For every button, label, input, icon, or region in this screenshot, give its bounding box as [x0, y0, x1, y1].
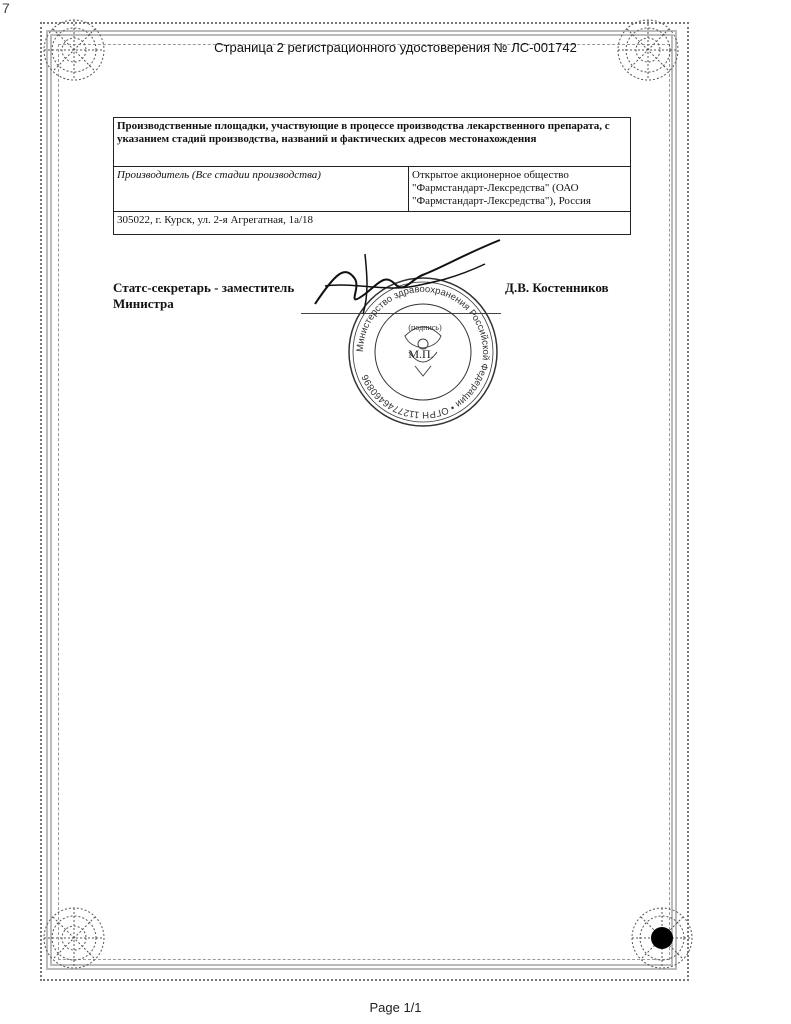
seal-center-text: М.П.	[408, 347, 434, 361]
table-row	[114, 167, 631, 212]
manufacturer-role: Производитель (Все стадии производства)	[114, 167, 409, 212]
corner-rosette-icon	[38, 902, 110, 974]
manufacturer-name: Открытое акционерное общество "Фармстандарт-Лексредства" (ОАО "Фармстандарт-Лексредства"), Россия	[409, 167, 631, 212]
table-row	[114, 118, 631, 167]
signature-block	[113, 280, 633, 430]
production-sites-table	[113, 117, 631, 235]
seal-ring-text: Министерство здравоохранения Российской Федерации • ОГРН 1127746460896	[354, 283, 492, 421]
corner-rosette-icon	[626, 902, 698, 974]
page-title: Страница 2 регистрационного удостоверения № ЛС-001742	[214, 40, 577, 55]
corner-mark: 7	[2, 0, 10, 16]
signer-name: Д.В. Костенников	[505, 280, 609, 295]
table-row	[114, 212, 631, 235]
signer-title: Статс-секретарь - заместитель Министра	[113, 280, 295, 311]
seal-caption: (подпись)	[408, 323, 442, 332]
manufacturer-address: 305022, г. Курск, ул. 2-я Агрегатная, 1а/18	[114, 212, 631, 235]
table-heading: Производственные площадки, участвующие в процессе производства лекарственного препарата, с указанием стадий производства, названий и фактических адресов местонахождения	[114, 118, 631, 167]
page-number: Page 1/1	[369, 1000, 422, 1015]
handwritten-signature	[295, 234, 505, 324]
